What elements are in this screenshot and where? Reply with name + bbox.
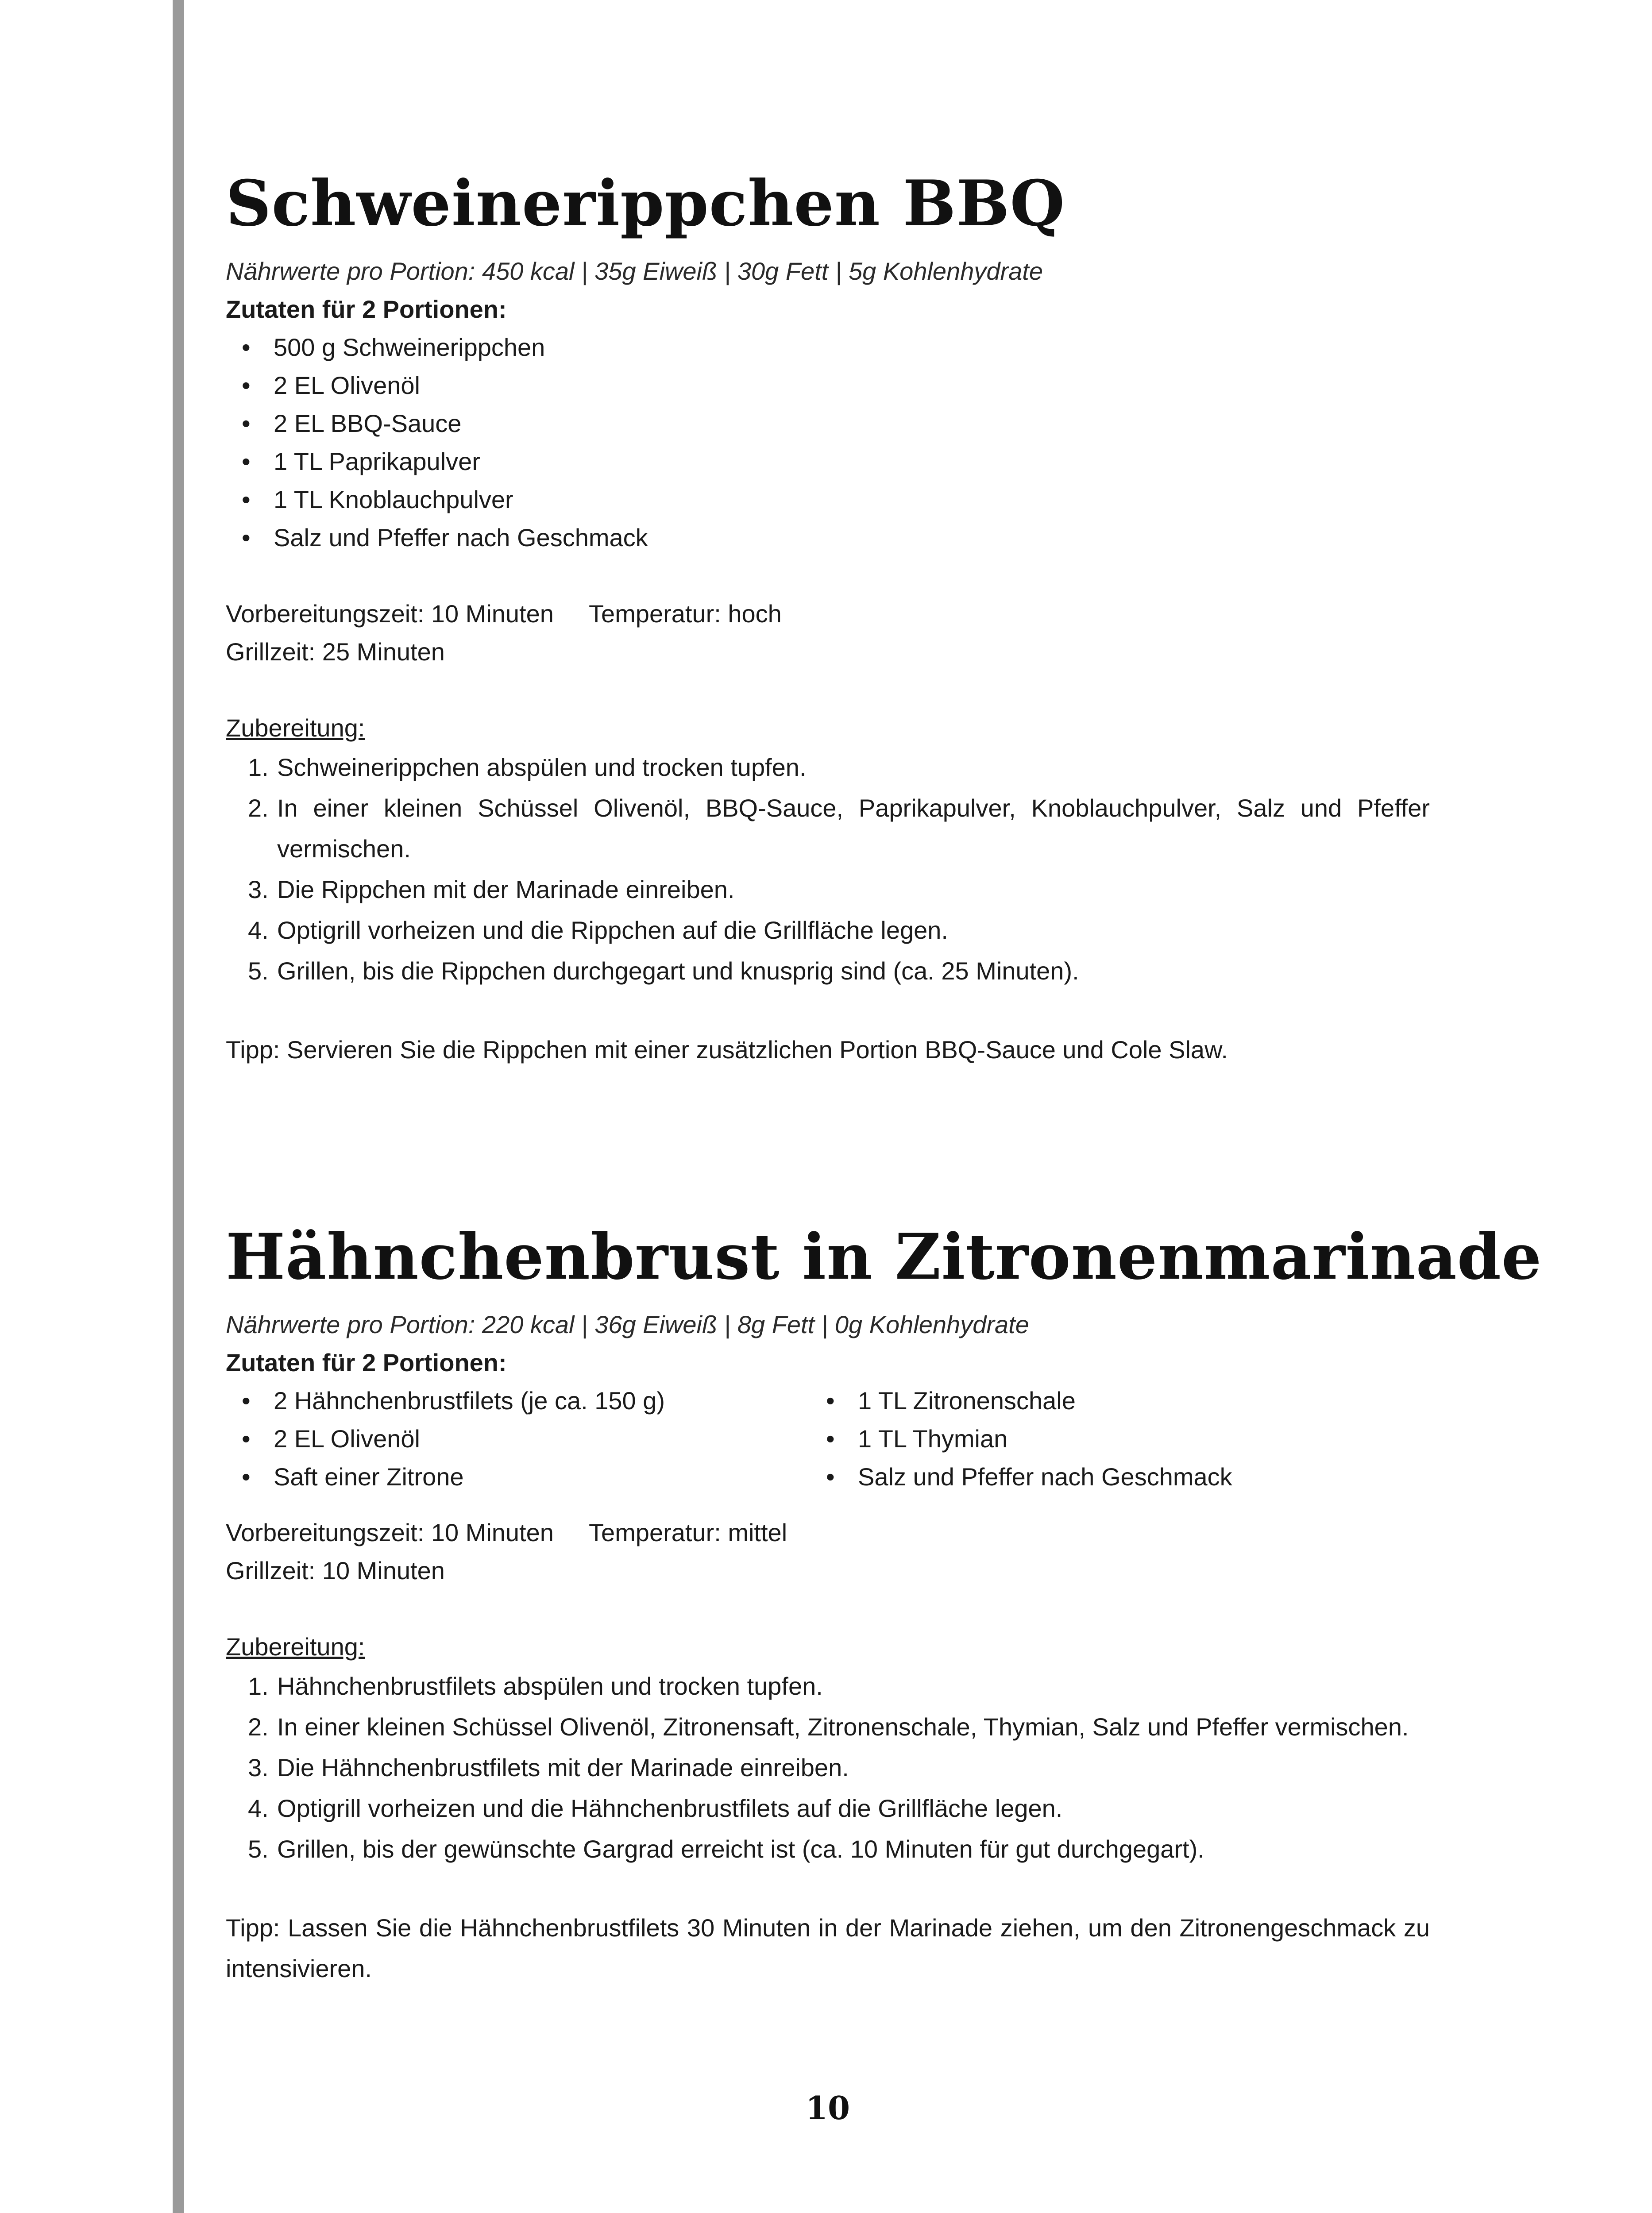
ingredient-item: • 2 EL Olivenöl [226, 1420, 810, 1458]
ingredient-item: • Salz und Pfeffer nach Geschmack [226, 519, 1430, 557]
ingredient-item: • 1 TL Paprikapulver [226, 443, 1430, 481]
ingredient-item: • Saft einer Zitrone [226, 1458, 810, 1496]
ingredient-item: • Salz und Pfeffer nach Geschmack [810, 1458, 1232, 1496]
ingredients-list-right [810, 1382, 1232, 1496]
bullet-icon: • [242, 333, 251, 361]
grill-time: Grillzeit: 25 Minuten [226, 638, 445, 666]
ingredients-list-left [226, 1382, 810, 1496]
timing-block [226, 595, 1430, 671]
ingredient-item: • 500 g Schweinerippchen [226, 328, 1430, 366]
ingredient-item: • 2 Hähnchenbrustfilets (je ca. 150 g) [226, 1382, 810, 1420]
preparation-steps [226, 1666, 1430, 1870]
bullet-icon: • [242, 524, 251, 551]
recipe-haehnchenbrust [226, 1213, 1542, 1989]
grill-time: Grillzeit: 10 Minuten [226, 1557, 445, 1585]
prep-time: Vorbereitungszeit: 10 Minuten [226, 1519, 554, 1546]
page-side-bar [173, 0, 184, 2213]
ingredients-heading: Zutaten für 2 Portionen: [226, 295, 507, 323]
nutrition-info: Nährwerte pro Portion: 220 kcal | 36g Eiweiß | 8g Fett | 0g Kohlenhydrate [226, 1311, 1029, 1338]
prep-time: Vorbereitungszeit: 10 Minuten [226, 600, 554, 628]
bullet-icon: • [826, 1425, 835, 1453]
bullet-icon: • [242, 1387, 251, 1415]
bullet-icon: • [242, 1463, 251, 1491]
ingredient-item: • 1 TL Thymian [810, 1420, 1232, 1458]
page-number: 10 [805, 2089, 850, 2127]
recipe-schweinerippchen [226, 159, 1430, 1070]
ingredients-heading: Zutaten für 2 Portionen: [226, 1349, 507, 1376]
ingredients-list [226, 328, 1430, 557]
temperature: Temperatur: mittel [589, 1519, 787, 1546]
timing-block [226, 1514, 1430, 1590]
step-item: 2. In einer kleinen Schüssel Olivenöl, BBQ-Sauce, Paprikapulver, Knoblauchpulver, Salz und Pfeffer vermischen. [248, 794, 1430, 863]
preparation-heading: Zubereitung: [226, 1633, 365, 1661]
step-item: 1. Schweinerippchen abspülen und trocken tupfen. [248, 753, 807, 781]
ingredient-item: • 2 EL BBQ-Sauce [226, 405, 1430, 443]
ingredient-item: • 1 TL Zitronenschale [810, 1382, 1232, 1420]
bullet-icon: • [242, 409, 251, 437]
step-item: 1. Hähnchenbrustfilets abspülen und trocken tupfen. [248, 1672, 823, 1700]
ingredient-item: • 2 EL Olivenöl [226, 366, 1430, 405]
step-item: 3. Die Hähnchenbrustfilets mit der Marinade einreiben. [248, 1754, 849, 1781]
ingredient-item: • 1 TL Knoblauchpulver [226, 481, 1430, 519]
step-item: 2. In einer kleinen Schüssel Olivenöl, Zitronensaft, Zitronenschale, Thymian, Salz und Pfeffer vermischen. [248, 1713, 1409, 1741]
recipe-title: Hähnchenbrust in Zitronenmarinade [226, 1220, 1542, 1294]
preparation-heading: Zubereitung: [226, 714, 365, 742]
preparation-steps [226, 747, 1430, 991]
temperature: Temperatur: hoch [589, 600, 782, 628]
step-item: 3. Die Rippchen mit der Marinade einreiben. [248, 875, 735, 903]
recipe-tip: Tipp: Lassen Sie die Hähnchenbrustfilets 30 Minuten in der Marinade ziehen, um den Zitronengeschmack zu intensivieren. [226, 1914, 1430, 1982]
step-item: 4. Optigrill vorheizen und die Rippchen auf die Grillfläche legen. [248, 916, 948, 944]
nutrition-info: Nährwerte pro Portion: 450 kcal | 35g Eiweiß | 30g Fett | 5g Kohlenhydrate [226, 257, 1043, 285]
step-item: 5. Grillen, bis der gewünschte Gargrad erreicht ist (ca. 10 Minuten für gut durchgegart). [248, 1835, 1204, 1863]
bullet-icon: • [826, 1387, 835, 1415]
bullet-icon: • [826, 1463, 835, 1491]
recipe-page [226, 0, 1542, 2213]
bullet-icon: • [242, 447, 251, 475]
recipe-title: Schweinerippchen BBQ [226, 167, 1065, 240]
step-item: 4. Optigrill vorheizen und die Hähnchenbrustfilets auf die Grillfläche legen. [248, 1794, 1063, 1822]
step-item: 5. Grillen, bis die Rippchen durchgegart und knusprig sind (ca. 25 Minuten). [248, 957, 1079, 985]
recipe-tip: Tipp: Servieren Sie die Rippchen mit einer zusätzlichen Portion BBQ-Sauce und Cole Slaw. [226, 1036, 1228, 1064]
bullet-icon: • [242, 371, 251, 399]
ingredients-columns [226, 1382, 1430, 1496]
bullet-icon: • [242, 486, 251, 513]
bullet-icon: • [242, 1425, 251, 1453]
